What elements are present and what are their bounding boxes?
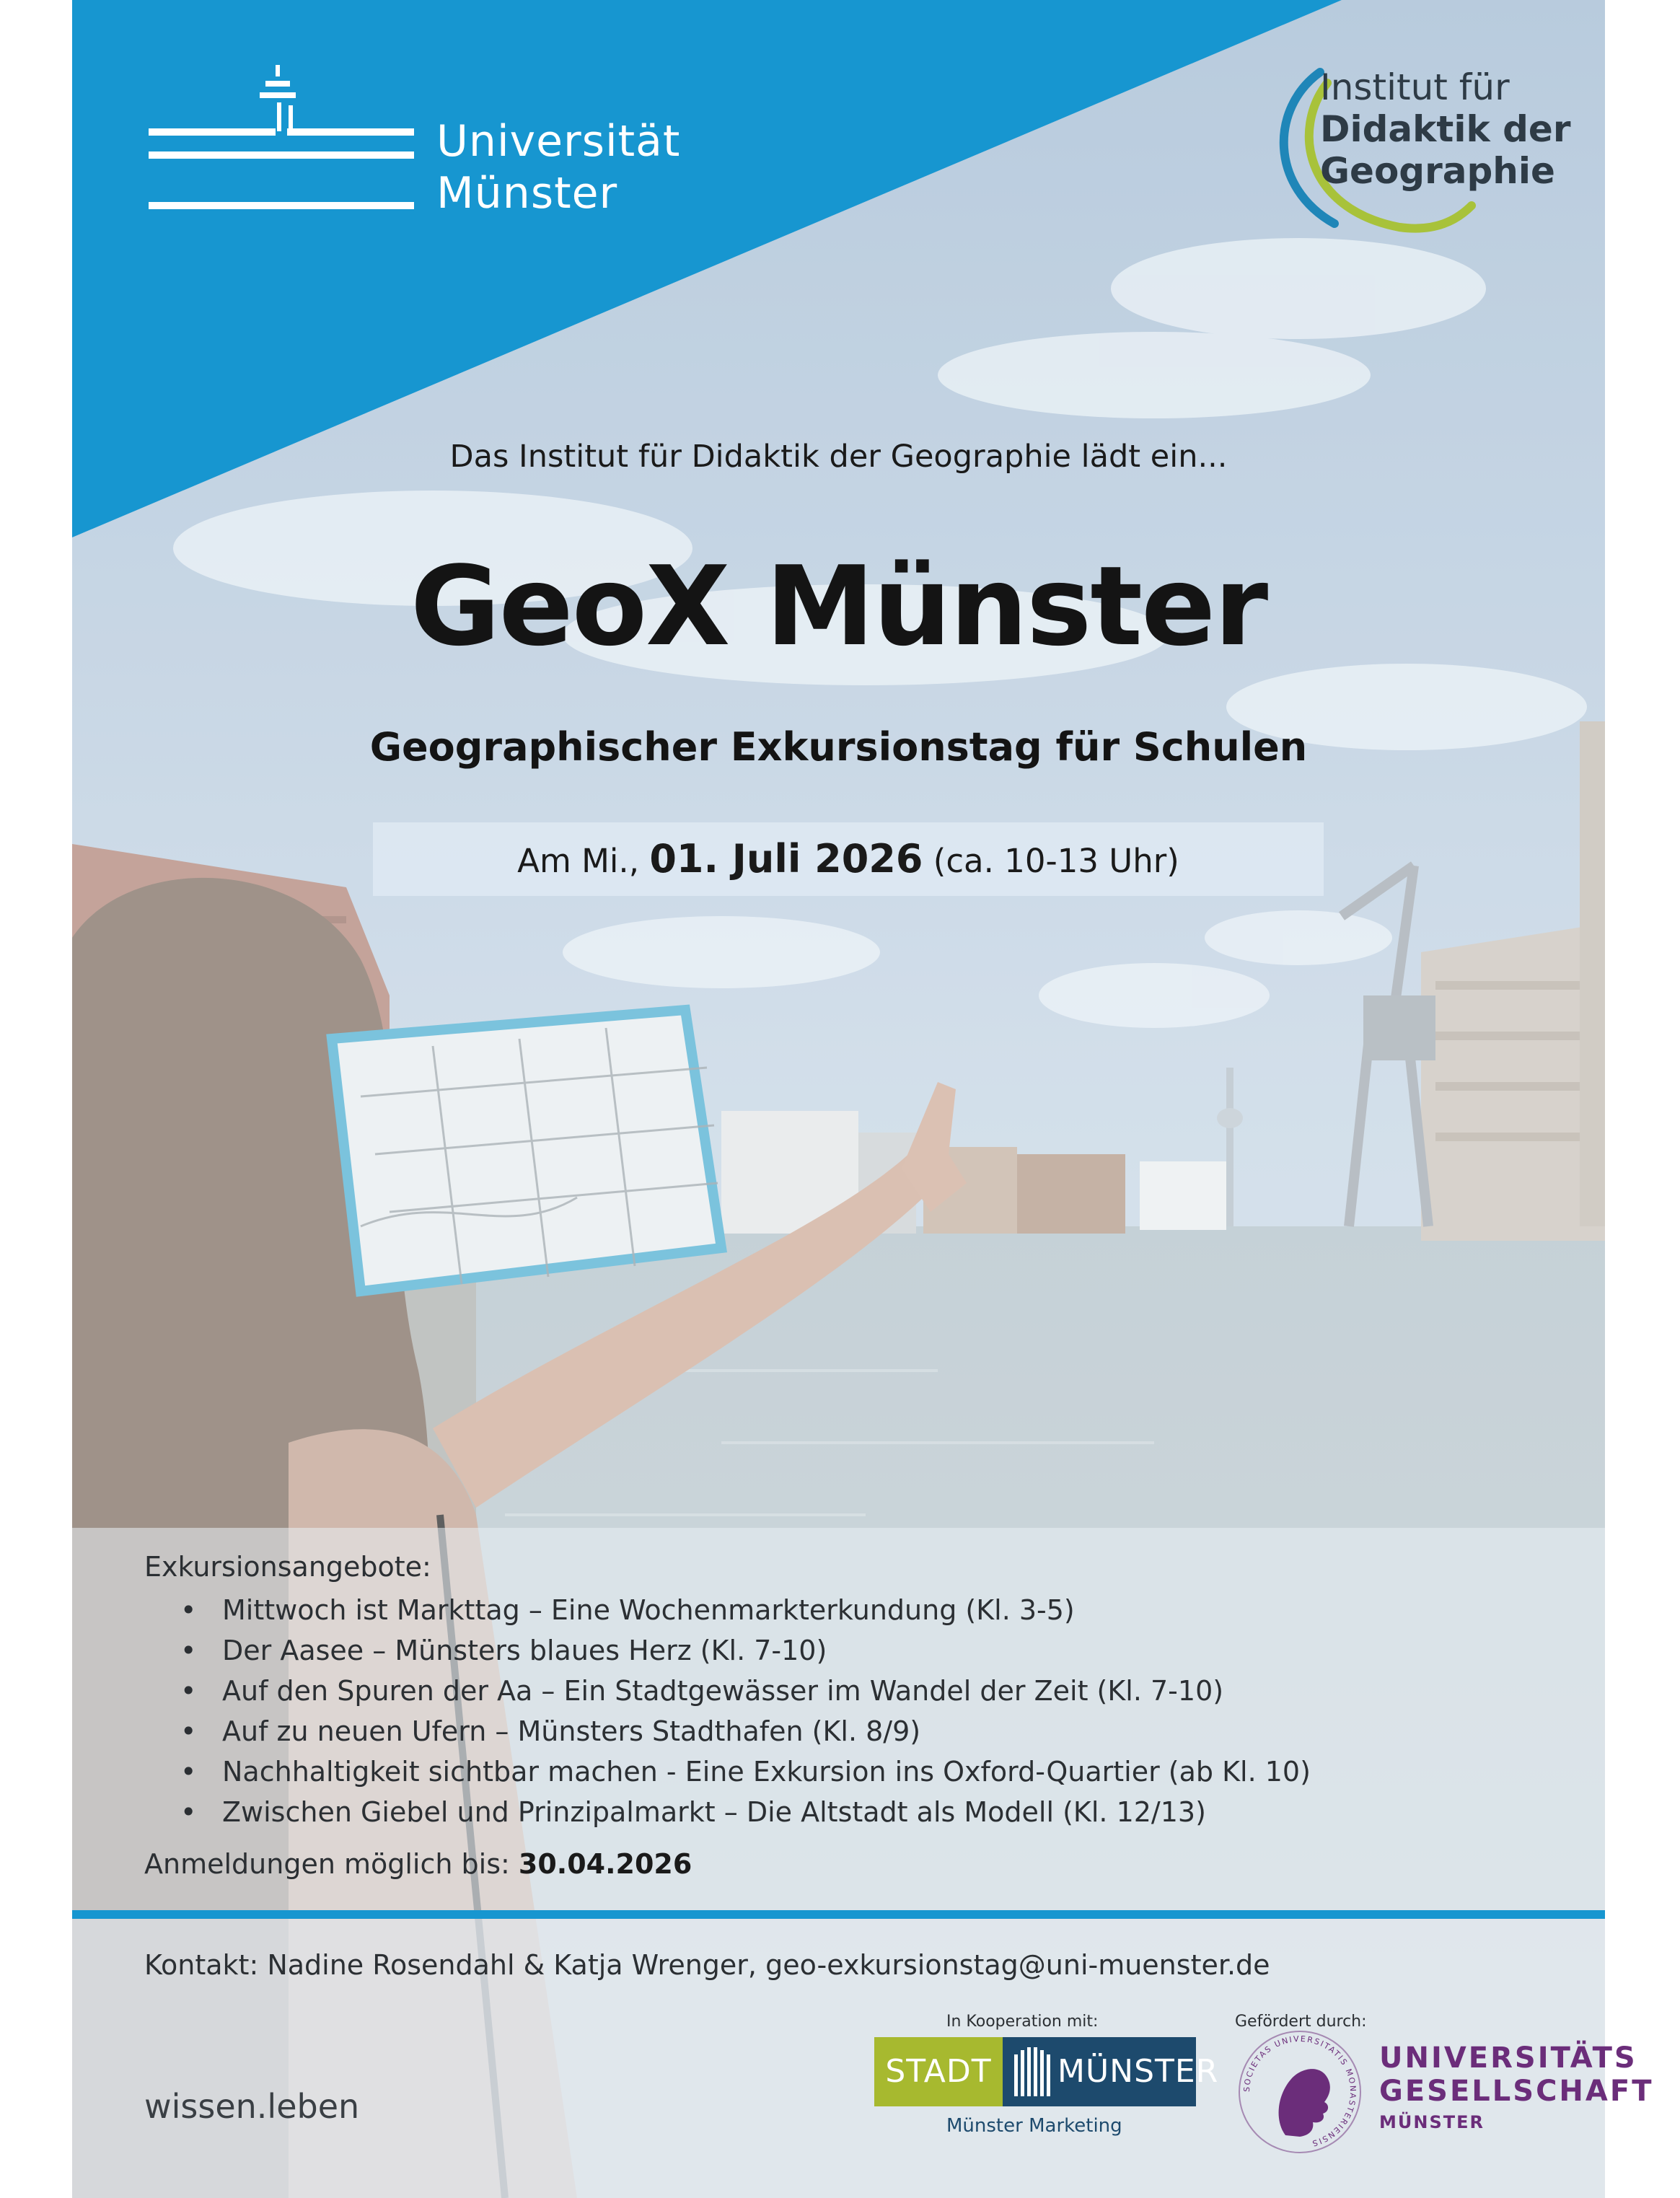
deadline-label: Anmeldungen möglich bis: xyxy=(144,1848,519,1880)
society-name-line2: GESELLSCHAFT xyxy=(1379,2075,1654,2108)
event-date-box xyxy=(373,822,1324,896)
university-name-line2: Münster xyxy=(436,168,618,219)
divider xyxy=(72,1910,1605,1919)
slogan: wissen.leben xyxy=(144,2087,360,2126)
cathedral-bars-icon xyxy=(1013,2047,1050,2096)
offer-text: Der Aasee – Münsters blaues Herz (Kl. 7-10) xyxy=(222,1635,827,1666)
offer-item xyxy=(180,1594,1075,1626)
offer-text: Zwischen Giebel und Prinzipalmarkt – Die Altstadt als Modell (Kl. 12/13) xyxy=(222,1796,1206,1828)
offer-item xyxy=(180,1635,827,1666)
society-name-line3: MÜNSTER xyxy=(1379,2112,1485,2132)
university-logo[interactable] xyxy=(144,65,736,219)
society-name-line1: UNIVERSITÄTS xyxy=(1379,2041,1637,2075)
institute-logo[interactable] xyxy=(1255,50,1587,245)
stadt-logo-caption: Münster Marketing xyxy=(946,2115,1122,2137)
offer-item xyxy=(180,1675,1223,1707)
bullet: • xyxy=(180,1635,197,1666)
date-main: 01. Juli 2026 xyxy=(649,836,923,882)
registration-deadline xyxy=(144,1848,692,1880)
offer-text: Nachhaltigkeit sichtbar machen - Eine Exkursion ins Oxford-Quartier (ab Kl. 10) xyxy=(222,1756,1311,1788)
universitaetsgesellschaft-logo[interactable] xyxy=(1235,2027,1654,2171)
bullet: • xyxy=(180,1715,197,1747)
offer-text: Mittwoch ist Markttag – Eine Wochenmarkterkundung (Kl. 3-5) xyxy=(222,1594,1075,1626)
stadt-logo-left: STADT xyxy=(874,2037,1003,2106)
offer-item xyxy=(180,1756,1311,1788)
stadt-muenster-logo[interactable] xyxy=(874,2037,1219,2106)
stadt-logo-right-block xyxy=(1003,2037,1219,2106)
institute-name-line2: Didaktik der xyxy=(1320,108,1571,150)
bullet: • xyxy=(180,1675,197,1707)
university-building-icon xyxy=(144,65,418,216)
event-subtitle: Geographischer Exkursionstag für Schulen xyxy=(369,724,1308,770)
deadline-date: 30.04.2026 xyxy=(518,1848,692,1880)
offer-text: Auf den Spuren der Aa – Ein Stadtgewässer im Wandel der Zeit (Kl. 7-10) xyxy=(222,1675,1224,1707)
university-name-line1: Universität xyxy=(436,116,681,167)
stadt-logo-right: MÜNSTER xyxy=(1057,2053,1219,2090)
bullet: • xyxy=(180,1796,197,1828)
invitation-line: Das Institut für Didaktik der Geographie lädt ein... xyxy=(449,439,1228,475)
contact-line[interactable]: Kontakt: Nadine Rosendahl & Katja Wrenger, geo-exkursionstag@uni-muenster.de xyxy=(144,1949,1270,1981)
seal-text: SOCIETAS UNIVERSITATIS MONASTERIENSIS xyxy=(1241,2034,1358,2149)
seal-profile-icon xyxy=(1235,2027,1365,2157)
institute-name-line1: Institut für xyxy=(1320,66,1510,108)
offer-text: Auf zu neuen Ufern – Münsters Stadthafen (Kl. 8/9) xyxy=(222,1715,921,1747)
cooperation-label: In Kooperation mit: xyxy=(946,2013,1099,2031)
event-title: GeoX Münster xyxy=(410,542,1267,670)
date-prefix: Am Mi., xyxy=(517,842,650,880)
offers-heading: Exkursionsangebote: xyxy=(144,1551,431,1583)
bullet: • xyxy=(180,1756,197,1788)
offer-item xyxy=(180,1796,1206,1828)
date-suffix: (ca. 10-13 Uhr) xyxy=(923,842,1179,880)
offer-item xyxy=(180,1715,920,1747)
funding-label: Gefördert durch: xyxy=(1235,2013,1367,2031)
institute-name-line3: Geographie xyxy=(1320,150,1555,192)
bullet: • xyxy=(180,1594,197,1626)
poster xyxy=(72,0,1654,2198)
